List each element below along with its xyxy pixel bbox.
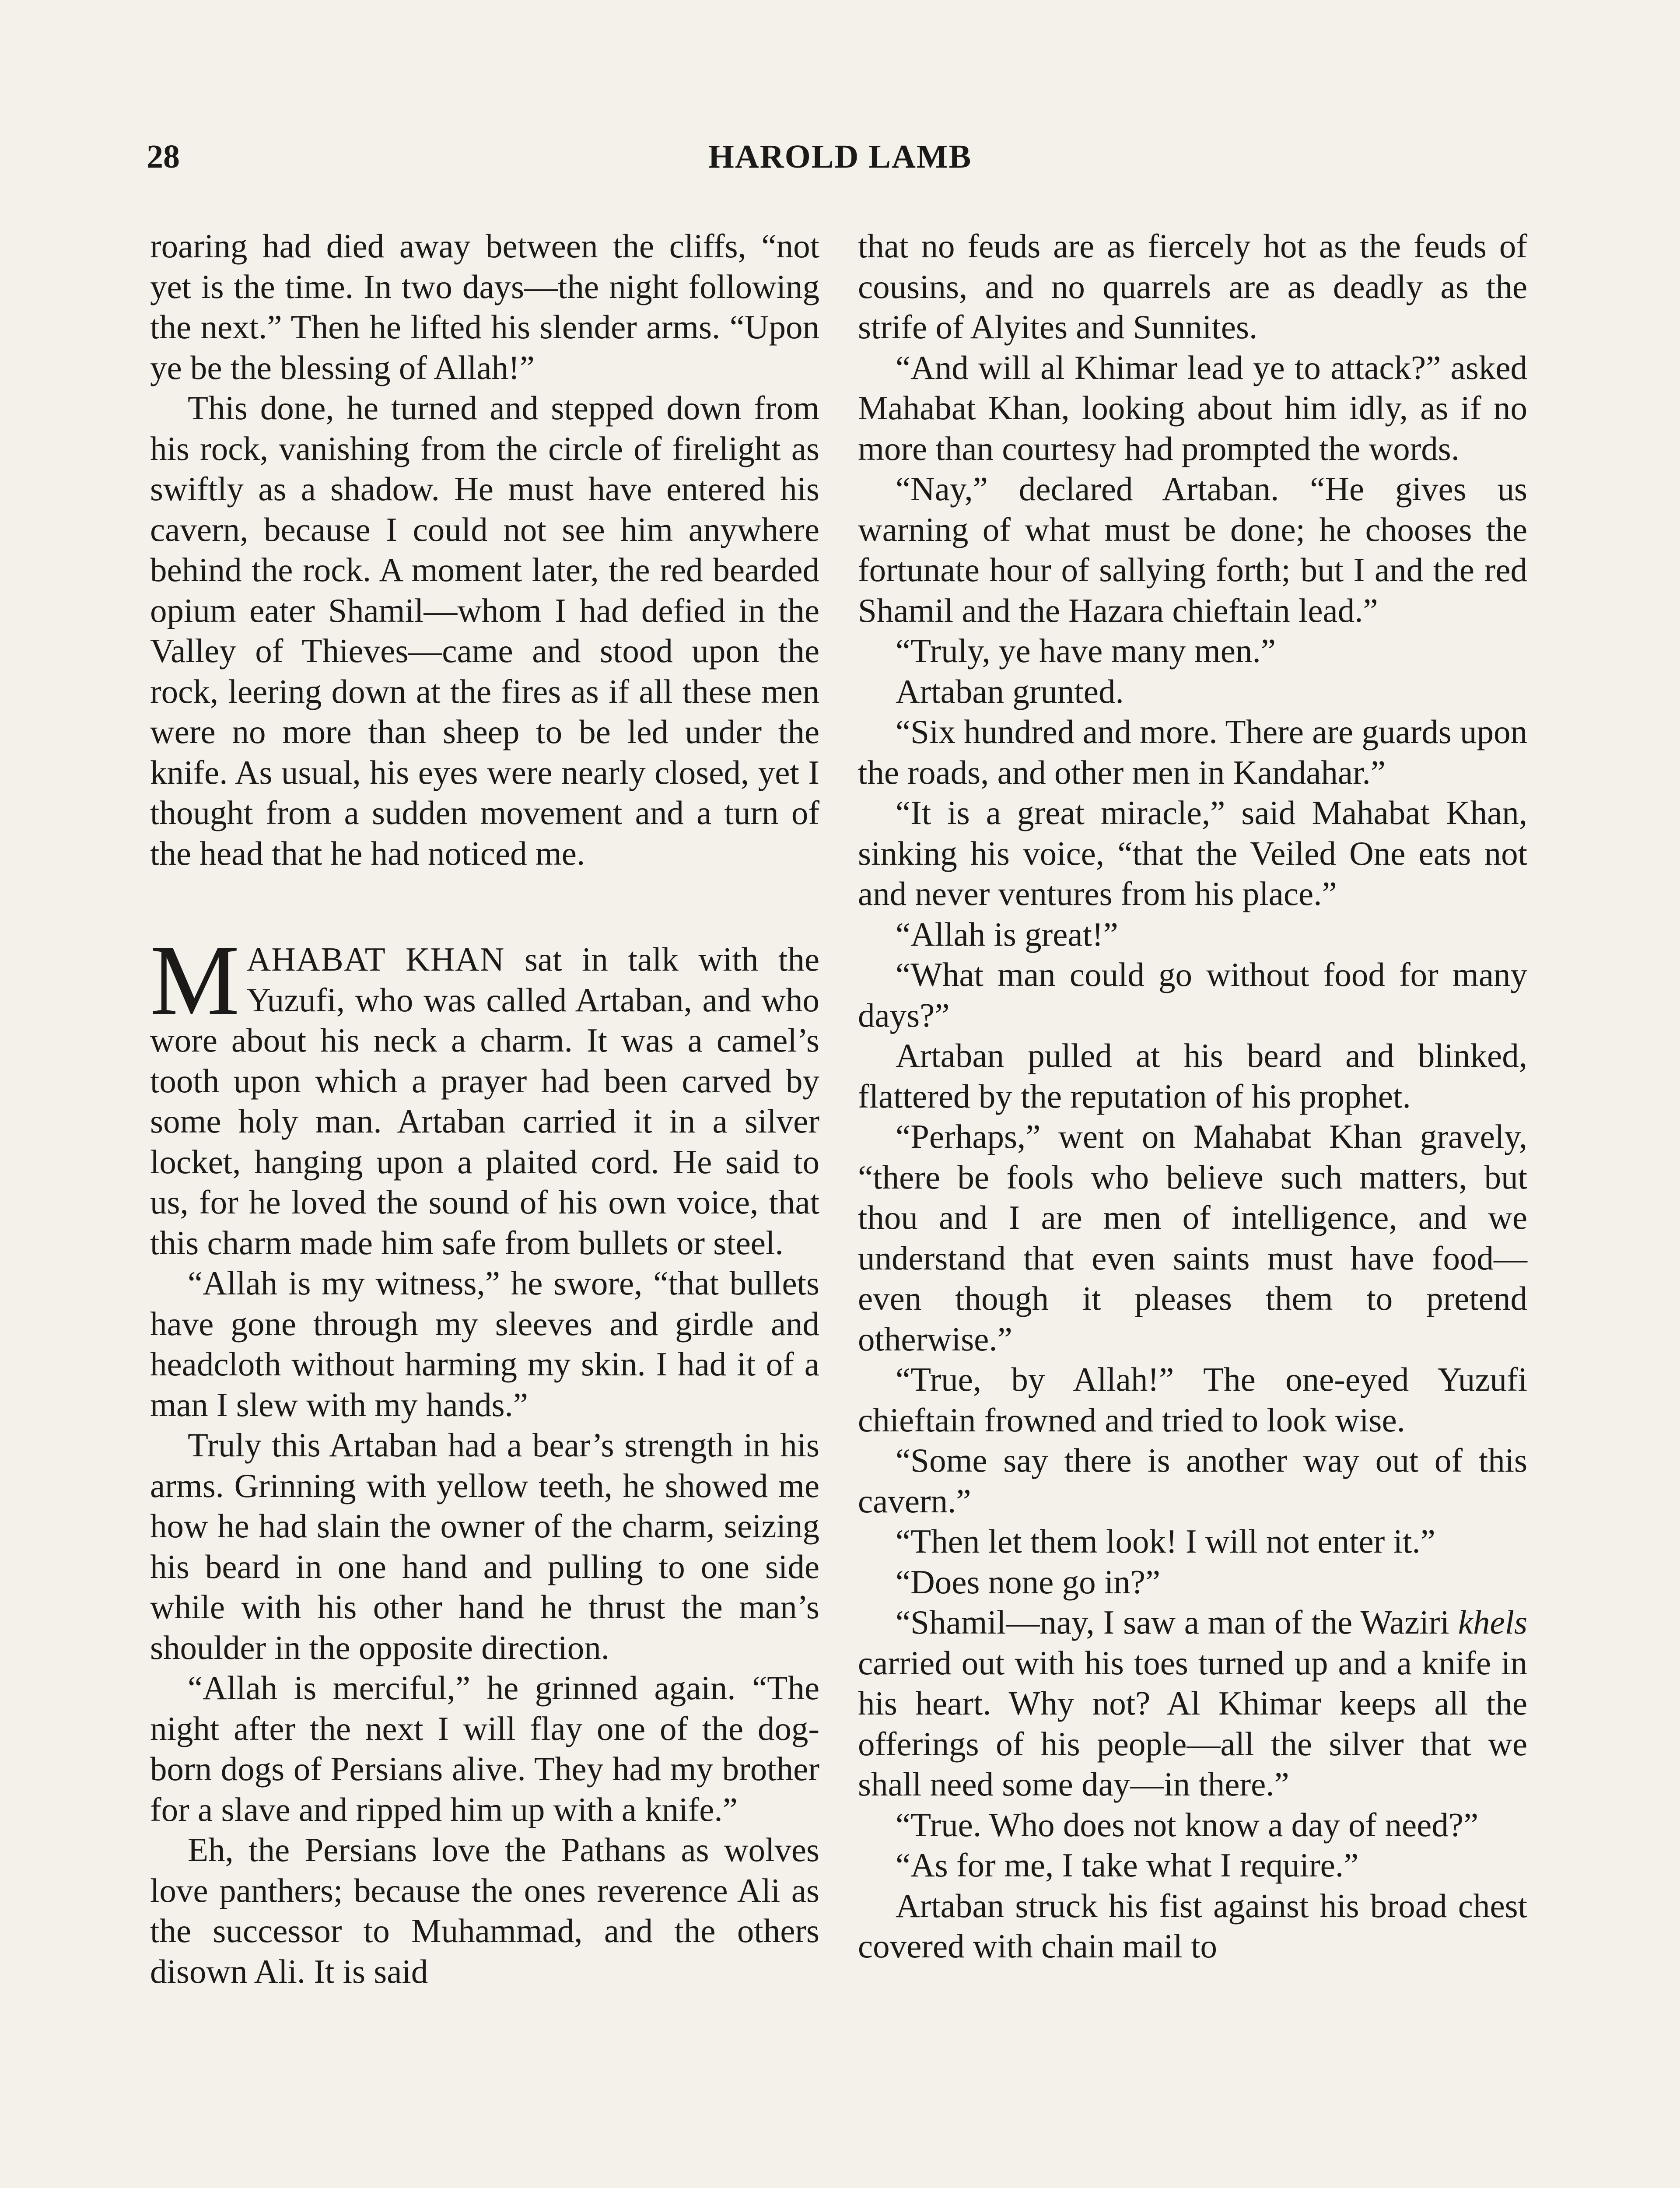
paragraph: Eh, the Persians love the Pathans as wolves love panthers; because the ones reverence Ali as the successor to Muhammad, and the others disown Ali. It is said [150,1831,819,1990]
paragraph-text: carried out with his toes turned up and a knife in his heart. Why not? Al Khimar keeps all the offerings of his people—all the silver that we shall need some day—in there.” [858,1644,1527,1803]
paragraph: “Some say there is another way out of this cavern.” [858,1441,1527,1520]
paragraph: “Six hundred and more. There are guards upon the roads, and other men in Kandahar.” [858,713,1528,791]
paragraph: “Allah is my witness,” he swore, “that bullets have gone through my sleeves and girdle and headcloth without harming my skin. I had it of a man I slew with my hands.” [150,1264,819,1424]
paragraph: “Does none go in?” [896,1563,1161,1601]
paragraph: “What man could go without food for many days?” [858,956,1527,1034]
italic-word: khels [1458,1603,1527,1641]
paragraph: “As for me, I take what I require.” [896,1846,1359,1884]
paragraph: “Then let them look! I will not enter it.” [896,1522,1435,1560]
running-head: HAROLD LAMB [708,138,972,175]
paragraph: “Truly, ye have many men.” [896,632,1276,670]
paragraph: “Allah is great!” [896,915,1118,953]
page-number: 28 [147,138,180,175]
paragraph: “Perhaps,” went on Mahabat Khan gravely, “there be fools who believe such matters, but thou and I are men of intelligence, and we understand that even saints must have food—even though it pleases them to pretend otherwise.” [858,1118,1527,1358]
left-column [150,226,819,1992]
drop-cap: M [150,924,240,1036]
paragraph: Artaban grunted. [896,672,1124,710]
paragraph: “Nay,” declared Artaban. “He gives us warning of what must be done; he chooses the fortunate hour of sallying forth; but I and the red Shamil and the Hazara chieftain lead.” [858,470,1527,629]
paragraph: “True. Who does not know a day of need?” [896,1806,1479,1844]
paragraph: Artaban struck his fist against his broad chest covered with chain mail to [858,1886,1527,1965]
section-name-smallcaps: AHABAT KHAN [246,940,505,978]
paragraph: Artaban pulled at his beard and blinked, flattered by the reputation of his prophet. [858,1037,1527,1115]
paragraph: This done, he turned and stepped down from his rock, vanishing from the circle of firelight as swiftly as a shadow. He must have entered his cavern, because I could not see him anywhere behind the rock. A moment later, the red bearded opium eater Shamil—whom I had defied in the Valley of Thieves—came and stood upon the rock, leering down at the fires as if all these men were no more than sheep to be led under the knife. As usual, his eyes were nearly closed, yet I thought from a sudden movement and a turn of the head that he had noticed me. [150,389,819,872]
paragraph [858,1602,1527,1805]
section-text: sat in talk with the Yuzufi, who was called Artaban, and who wore about his neck a charm. It was a camel’s tooth upon which a prayer had been carved by some holy man. Artaban carried it in a silver locket, hanging upon a plaited cord. He said to us, for he loved the sound of his own voice, that this charm made him safe from bullets or steel. [150,940,819,1262]
paragraph: “True, by Allah!” The one-eyed Yuzufi chieftain frowned and tried to look wise. [858,1360,1527,1439]
paragraph: that no feuds are as fiercely hot as the feuds of cousins, and no quarrels are as deadly as the strife of Alyites and Sunnites. [858,227,1527,346]
section-opening-paragraph [150,924,819,1263]
paragraph: “Allah is merciful,” he grinned again. “The night after the next I will flay one of the dog-born dogs of Persians alive. They had my brother for a slave and ripped him up with a knife.” [150,1669,819,1828]
paragraph: “And will al Khimar lead ye to attack?” asked Mahabat Khan, looking about him idly, as if no more than courtesy had prompted the words. [858,348,1527,467]
paragraph: “It is a great miracle,” said Mahabat Khan, sinking his voice, “that the Veiled One eats not and never ventures from his place.” [858,794,1527,912]
right-column [858,226,1527,1967]
paragraph-text: “Shamil—nay, I saw a man of the Waziri [896,1603,1458,1641]
paragraph: Truly this Artaban had a bear’s strength in his arms. Grinning with yellow teeth, he showed me how he had slain the owner of the charm, seizing his beard in one hand and pulling to one side while with his other hand he thrust the man’s shoulder in the opposite direction. [150,1426,819,1666]
paragraph: roaring had died away between the cliffs, “not yet is the time. In two days—the night following the next.” Then he lifted his slender arms. “Upon ye be the blessing of Allah!” [150,227,819,386]
